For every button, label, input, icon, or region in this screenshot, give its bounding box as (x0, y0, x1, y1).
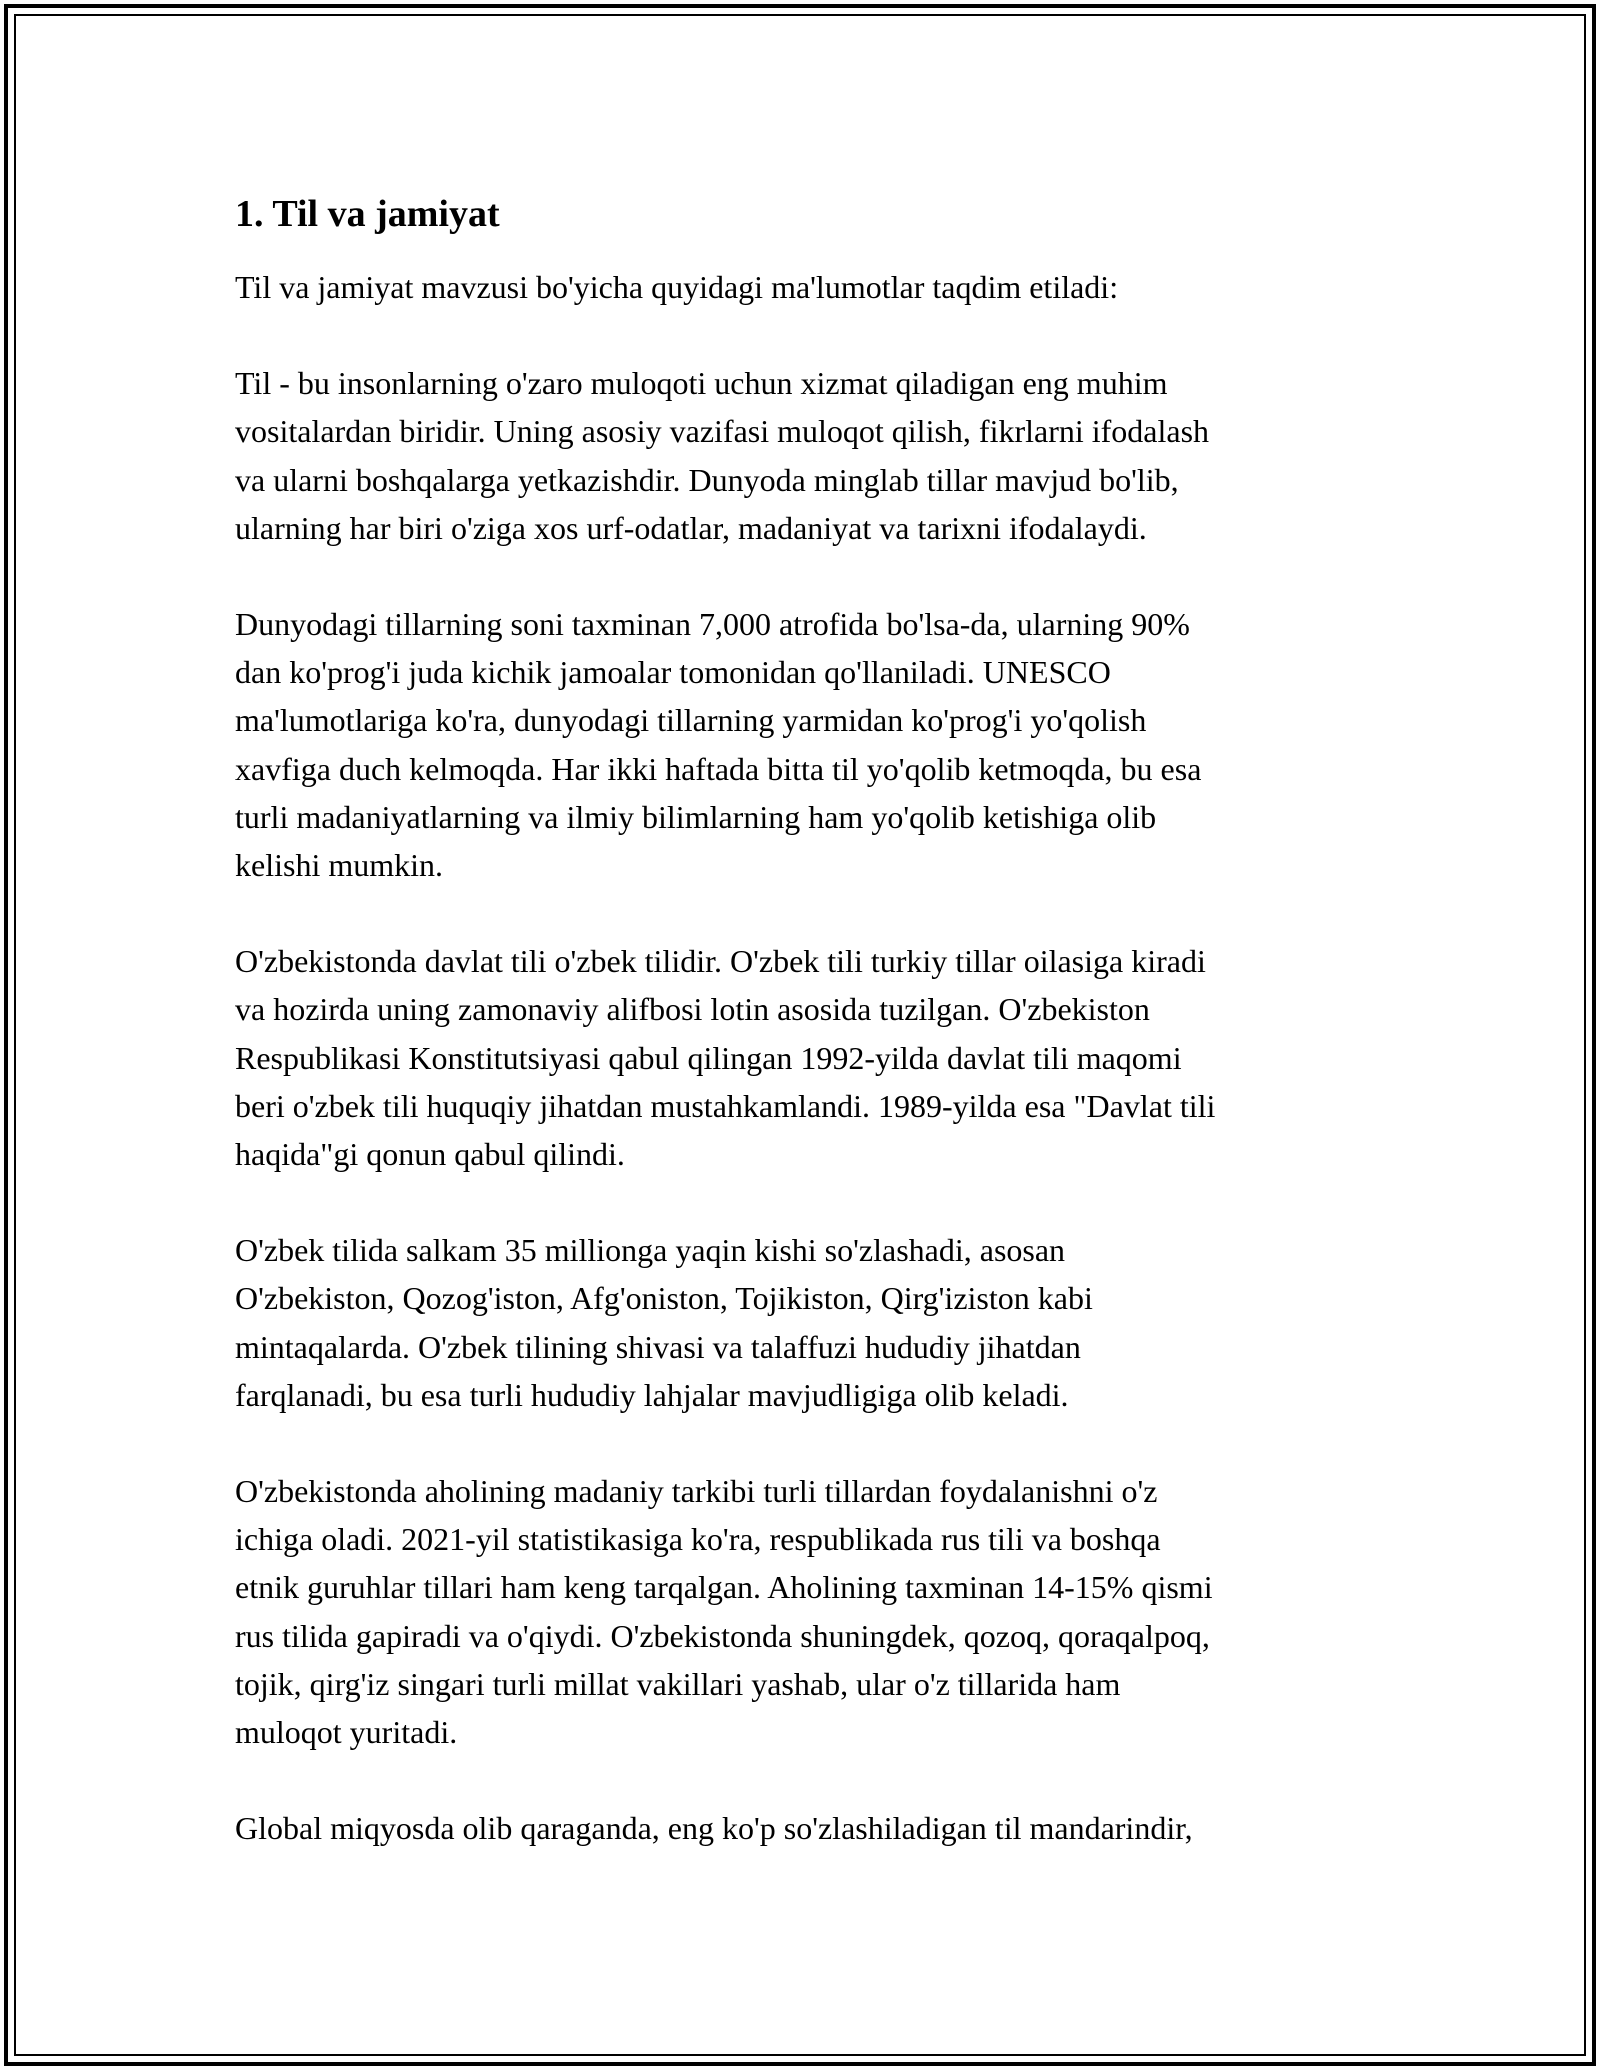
document-body (235, 188, 1365, 1900)
text-line: haqida"gi qonun qabul qilindi. (235, 1136, 625, 1173)
text-line: farqlanadi, bu esa turli hududiy lahjalar mavjudligiga olib keladi. (235, 1376, 1069, 1413)
text-line: dan ko'prog'i juda kichik jamoalar tomonidan qo'llaniladi. UNESCO (235, 654, 1111, 691)
text-line: vositalardan biridir. Uning asosiy vazifasi muloqot qilish, fikrlarni ifodalash (235, 413, 1210, 450)
text-line: kelishi mumkin. (235, 847, 443, 884)
paragraph-language-definition (235, 359, 1365, 552)
text-line: ularning har biri o'ziga xos urf-odatlar, madaniyat va tarixni ifodalaydi. (235, 509, 1147, 546)
text-line: O'zbekistonda aholining madaniy tarkibi turli tillardan foydalanishni o'z (235, 1473, 1158, 1510)
text-line: muloqot yuritadi. (235, 1714, 458, 1751)
text-line: O'zbek tilida salkam 35 millionga yaqin kishi so'zlashadi, asosan (235, 1232, 1066, 1269)
text-line: Respublikasi Konstitutsiyasi qabul qilingan 1992-yilda davlat tili maqomi (235, 1039, 1182, 1076)
text-line: etnik guruhlar tillari ham keng tarqalgan. Aholining taxminan 14-15% qismi (235, 1569, 1213, 1606)
text-line: Dunyodagi tillarning soni taxminan 7,000 atrofida bo'lsa-da, ularning 90% (235, 606, 1190, 643)
text-line: turli madaniyatlarning va ilmiy bilimlarning ham yo'qolib ketishiga olib (235, 798, 1157, 835)
text-line: Til - bu insonlarning o'zaro muloqoti uchun xizmat qiladigan eng muhim (235, 365, 1168, 402)
paragraph-uzbek-speakers (235, 1226, 1365, 1419)
paragraph-state-language (235, 937, 1365, 1178)
text-line: O'zbekiston, Qozog'iston, Afg'oniston, Tojikiston, Qirg'iziston kabi (235, 1280, 1093, 1317)
text-line: ma'lumotlariga ko'ra, dunyodagi tillarning yarmidan ko'prog'i yo'qolish (235, 702, 1147, 739)
text-line: va hozirda uning zamonaviy alifbosi lotin asosida tuzilgan. O'zbekiston (235, 991, 1150, 1028)
text-line: beri o'zbek tili huquqiy jihatdan mustahkamlandi. 1989-yilda esa "Davlat tili (235, 1087, 1216, 1124)
text-line: O'zbekistonda davlat tili o'zbek tilidir. O'zbek tili turkiy tillar oilasiga kiradi (235, 943, 1206, 980)
text-line: rus tilida gapiradi va o'qiydi. O'zbekistonda shuningdek, qozoq, qoraqalpoq, (235, 1617, 1210, 1654)
paragraph-global-scale (235, 1804, 1365, 1852)
text-line: Global miqyosda olib qaraganda, eng ko'p so'zlashiladigan til mandarindir, (235, 1810, 1193, 1847)
text-line: xavfiga duch kelmoqda. Har ikki haftada bitta til yo'qolib ketmoqda, bu esa (235, 750, 1202, 787)
text-line: tojik, qirg'iz singari turli millat vakillari yashab, ular o'z tillarida ham (235, 1665, 1121, 1702)
text-line: Til va jamiyat mavzusi bo'yicha quyidagi ma'lumotlar taqdim etiladi: (235, 269, 1119, 305)
section-title: 1. Til va jamiyat (235, 193, 500, 235)
paragraph-world-languages (235, 600, 1365, 889)
text-line: mintaqalarda. O'zbek tilining shivasi va talaffuzi hududiy jihatdan (235, 1328, 1081, 1365)
text-line: va ularni boshqalarga yetkazishdir. Dunyoda minglab tillar mavjud bo'lib, (235, 461, 1179, 498)
text-line: ichiga oladi. 2021-yil statistikasiga ko'ra, respublikada rus tili va boshqa (235, 1521, 1161, 1558)
paragraph-population-languages (235, 1467, 1365, 1756)
paragraph-intro (235, 263, 1365, 311)
